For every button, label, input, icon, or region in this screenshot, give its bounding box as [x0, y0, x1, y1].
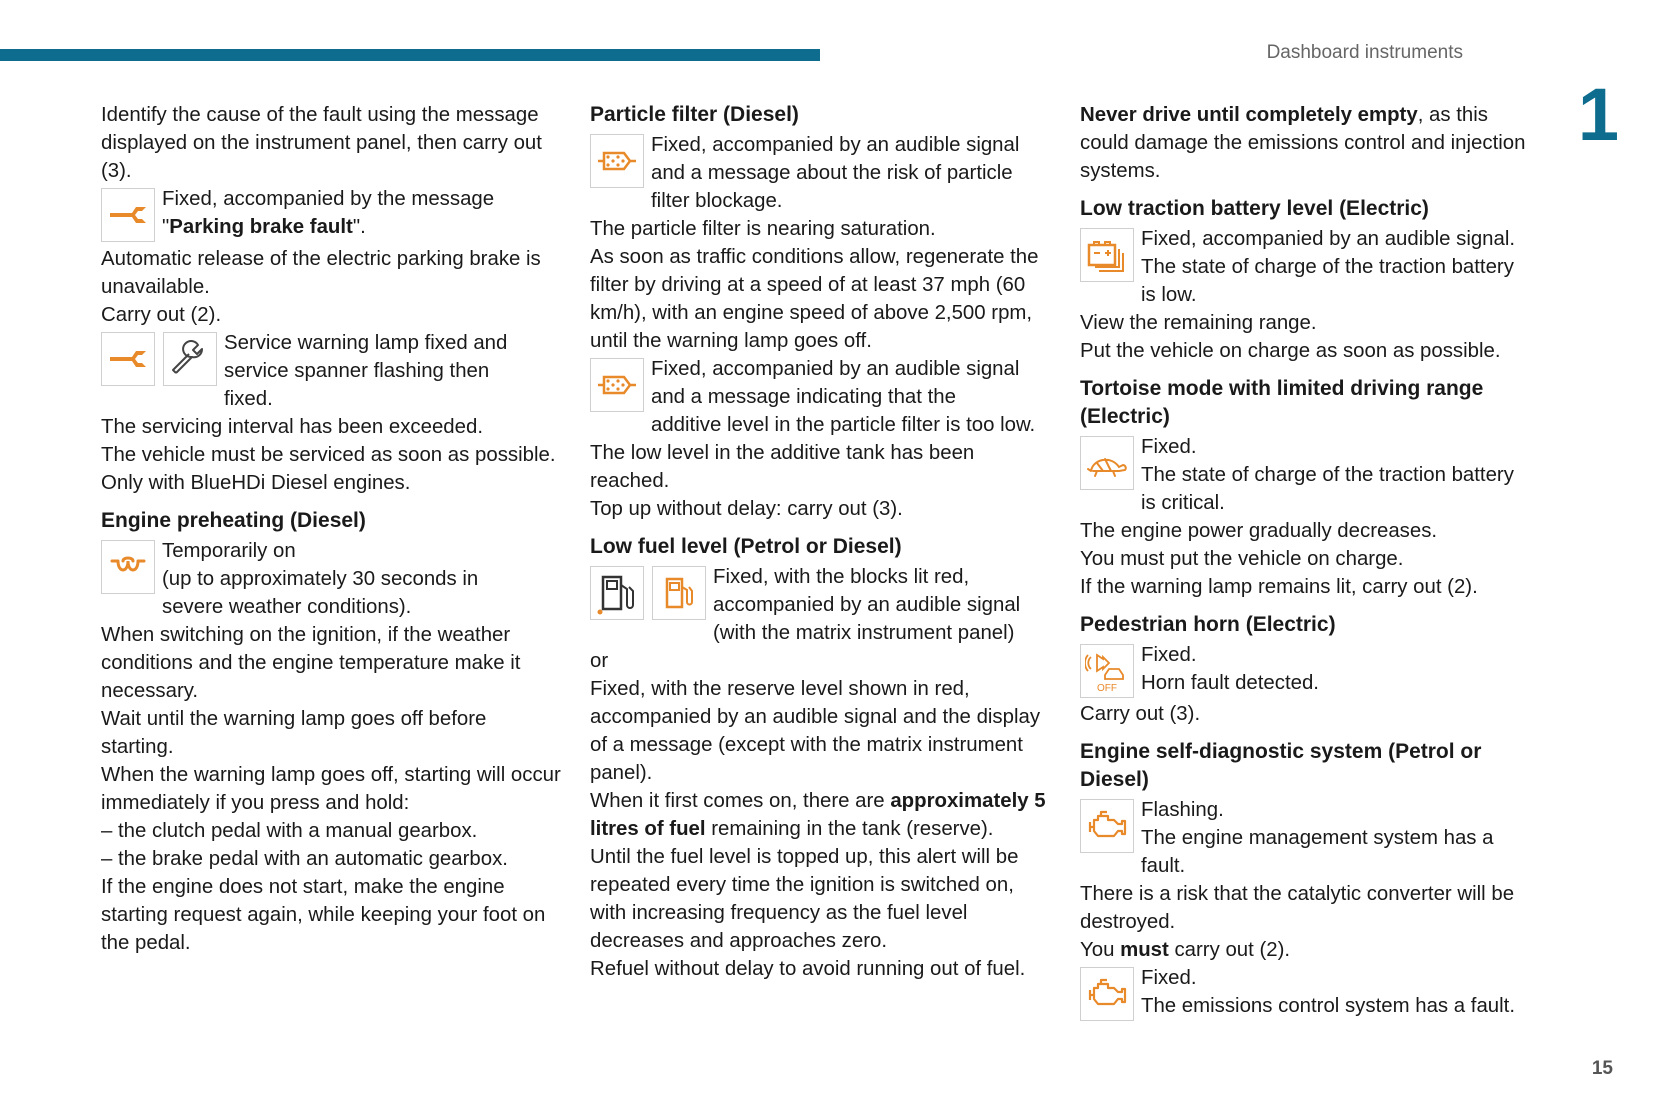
page-number: 15: [1591, 1058, 1613, 1079]
particle-lamp-1: Fixed, accompanied by an audible signal and a message about the risk of particle filter blockage.: [590, 131, 1050, 215]
parking-brake-lamp: Fixed, accompanied by the message "Parking brake fault".: [101, 185, 561, 245]
column-1: Identify the cause of the fault using the message displayed on the instrument panel, then carry out (3). Fixed, accompanied by the message "Parking brake fault". Automatic release of the electric parking brake is unavailable. Carry out (2). Service warning lamp fixed and service spanner flashing then fixed. The servicing interval has been exceeded. The vehicle must be serviced as soon as possible. Only with BlueHDi Diesel engines. Engine preheating (Diesel) Temporarily on (up to approximately 30 seconds in severe weather conditions). When switching on the ignition, if the weather conditions and the engine temperature make it necessary. Wait until the warning lamp goes off before starting. When the warning lamp goes off, starting will occur immediately if you press and hold: – the clutch pedal with a manual gearbox. – the brake pedal with an automatic gearbox. If the engine does not start, make the engine starting request again, while keeping your foot on the pedal.: [101, 101, 561, 957]
engine-self-diagnostic-heading: Engine self-diagnostic system (Petrol or Diesel): [1080, 740, 1482, 791]
svg-text:OFF: OFF: [1097, 683, 1117, 693]
tortoise-mode-heading: Tortoise mode with limited driving range (Electric): [1080, 377, 1484, 428]
engine-preheating-heading: Engine preheating (Diesel): [101, 509, 366, 532]
column-2: Particle filter (Diesel) Fixed, accompanied by an audible signal and a message about the risk of particle filter blockage. The particle filter is nearing saturation. As soon as traffic conditions allow, regenerate the filter by driving at a speed of at least 37 mph (60 km/h), with an engine speed of above 2,500 rpm, until the warning lamp goes off. Fixed, accompanied by an audible signal and a message indicating that the additive level in the particle filter is too low. The low level in the additive tank has been reached. Top up without delay: carry out (3). Low fuel level (Petrol or Diesel) Fixed, with the blocks lit red, accompanied by an audible signal (with the matrix instrument panel) or Fixed, with the reserve level shown in red, accompanied by an audible signal and the display of a message (except with the matrix instrument panel). When it first comes on, there are approximately 5 litres of fuel remaining in the tank (reserve). Until the fuel level is topped up, this alert will be repeated every time the ignition is switched on, with increasing frequency as the fuel level decreases and approaches zero. Refuel without delay to avoid running out of fuel.: [590, 101, 1050, 983]
fuel-pump-icon: [590, 566, 644, 620]
section-title: Dashboard instruments: [1266, 42, 1463, 63]
battery-lamp: Fixed, accompanied by an audible signal. The state of charge of the traction battery is low.: [1080, 225, 1540, 309]
particle-lamp-2: Fixed, accompanied by an audible signal and a message indicating that the additive level in the particle filter is too low.: [590, 355, 1050, 439]
engine-icon: [1080, 799, 1134, 853]
particle-filter-heading: Particle filter (Diesel): [590, 103, 799, 126]
preheat-lamp: Temporarily on (up to approximately 30 seconds in severe weather conditions).: [101, 537, 561, 621]
pedestrian-horn-icon: [1080, 644, 1134, 698]
particle-filter-icon: [590, 358, 644, 412]
tortoise-icon: [1080, 436, 1134, 490]
engine-icon: [1080, 967, 1134, 1021]
battery-icon: [1080, 228, 1134, 282]
parking-brake-fault-message: Parking brake fault: [169, 216, 353, 238]
spanner-icon: [101, 332, 155, 386]
chapter-number: 1: [1577, 73, 1619, 156]
glow-plug-icon: [101, 540, 155, 594]
spanner-outline-icon: [163, 332, 217, 386]
intro-text: Identify the cause of the fault using the message displayed on the instrument panel, then carry out (3).: [101, 104, 542, 182]
tortoise-lamp: Fixed. The state of charge of the traction battery is critical.: [1080, 433, 1540, 517]
low-traction-battery-heading: Low traction battery level (Electric): [1080, 197, 1429, 220]
auto-release-text: Automatic release of the electric parking brake is unavailable.: [101, 248, 541, 298]
service-lamp: Service warning lamp fixed and service spanner flashing then fixed.: [101, 329, 561, 413]
engine-lamp-flashing: Flashing. The engine management system has a fault.: [1080, 796, 1540, 880]
parking-lamp-line1: Fixed, accompanied by the message: [162, 188, 495, 210]
carry-out-text: Carry out (2).: [101, 304, 222, 326]
fuel-pump-icon: [652, 566, 706, 620]
column-3: Never drive until completely empty, as this could damage the emissions control and injection systems. Low traction battery level (Electric) Fixed, accompanied by an audible signal. The state of charge of the traction battery is low. View the remaining range. Put the vehicle on charge as soon as possible. Tortoise mode with limited driving range (Electric) Fixed. The state of charge of the traction battery is critical. The engine power gradually decreases. You must put the vehicle on charge. If the warning lamp remains lit, carry out (2). Pedestrian horn (Electric) OFF Fixed. Horn fault detected. Carry out (3). Engine self-diagnostic system (Petrol or Diesel) Flashing. The engine management system has a fault. There is a risk that the catalytic converter will be destroyed. You must carry out (2). Fixed. The emissions control system has a fault.: [1080, 101, 1540, 1023]
top-accent-bar: [0, 49, 820, 61]
horn-lamp: OFF Fixed. Horn fault detected.: [1080, 641, 1540, 700]
engine-lamp-fixed: Fixed. The emissions control system has a fault.: [1080, 964, 1540, 1023]
fuel-lamp: Fixed, with the blocks lit red, accompanied by an audible signal (with the matrix instrument panel): [590, 563, 1050, 647]
spanner-icon: [101, 188, 155, 242]
particle-filter-icon: [590, 134, 644, 188]
pedestrian-horn-heading: Pedestrian horn (Electric): [1080, 613, 1336, 636]
low-fuel-heading: Low fuel level (Petrol or Diesel): [590, 535, 902, 558]
